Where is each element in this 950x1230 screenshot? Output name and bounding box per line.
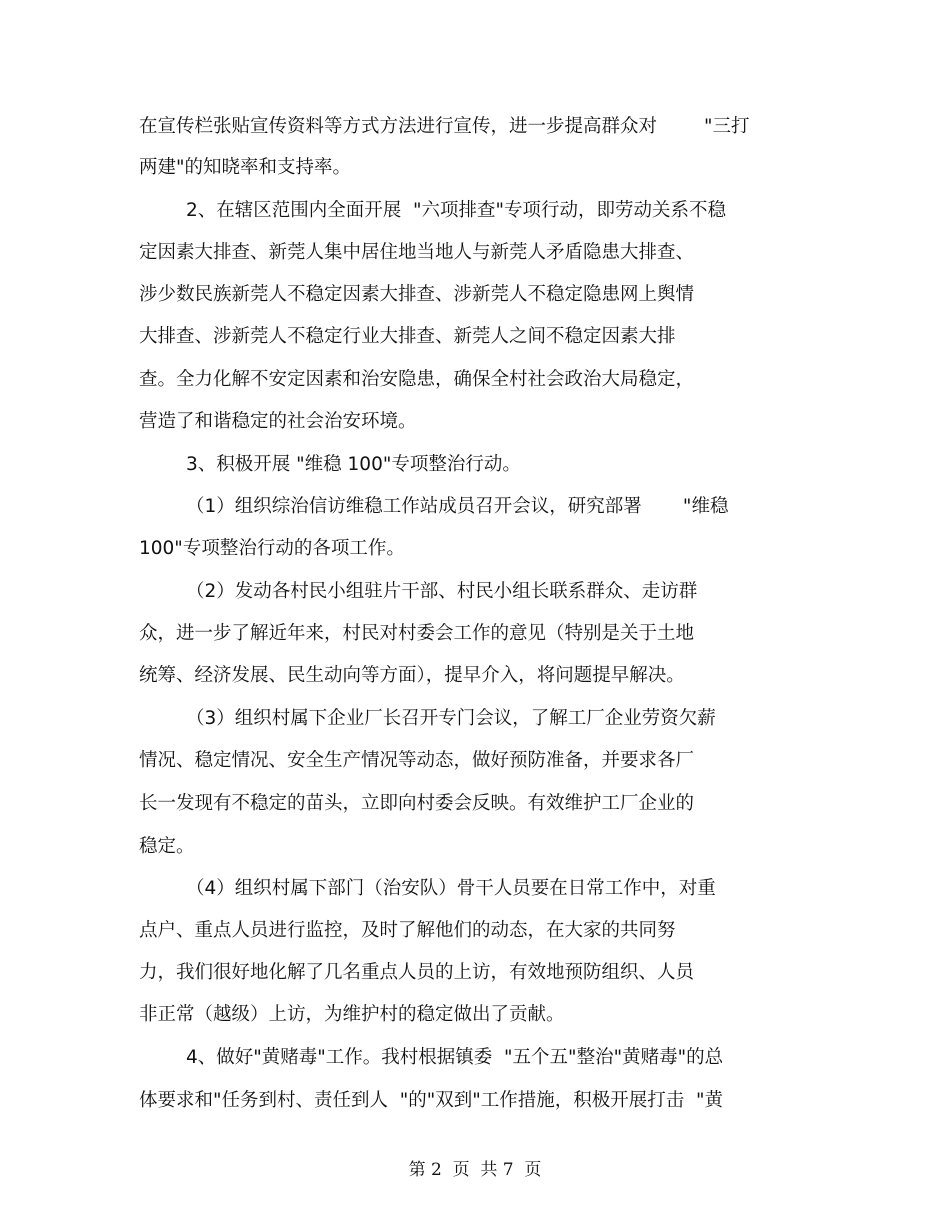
text-line: 非正常（越级）上访，为维护村的稳定做出了贡献。 — [139, 1004, 565, 1025]
text-line: 大排查、涉新莞人不稳定行业大排查、新莞人之间不稳定因素大排 — [139, 326, 676, 347]
text-line: 营造了和谐稳定的社会治安环境。 — [139, 411, 417, 432]
text-line: （1）组织综治信访维稳工作站成员召开会议，研究部署 "维稳 — [186, 496, 729, 517]
text-line: 统筹、经济发展、民生动向等方面），提早介入，将问题提早解决。 — [139, 665, 685, 686]
text-line: 两建"的知晓率和支持率。 — [139, 157, 352, 178]
text-line: 力，我们很好地化解了几名重点人员的上访，有效地预防组织、人员 — [139, 962, 695, 983]
text-line: 查。全力化解不安定因素和治安隐患，确保全村社会政治大局稳定， — [139, 369, 695, 390]
text-line: 体要求和"任务到村、责任到人 "的"双到"工作措施，积极开展打击 "黄 — [139, 1090, 724, 1111]
text-line: 3、积极开展 "维稳 100"专项整治行动。 — [186, 454, 521, 475]
text-line: （3）组织村属下企业厂长召开专门会议，了解工厂企业劳资欠薪 — [186, 708, 716, 729]
text-line: 点户、重点人员进行监控，及时了解他们的动态，在大家的共同努 — [139, 920, 676, 941]
text-line: 2、在辖区范围内全面开展 "六项排查"专项行动，即劳动关系不稳 — [186, 200, 727, 221]
text-line: 4、做好"黄赌毒"工作。我村根据镇委 "五个五"整治"黄赌毒"的总 — [186, 1047, 724, 1068]
text-line: 长一发现有不稳定的苗头，立即向村委会反映。有效维护工厂企业的 — [139, 793, 695, 814]
text-line: 100"专项整治行动的各项工作。 — [139, 538, 405, 559]
text-line: 情况、稳定情况、安全生产情况等动态，做好预防准备，并要求各厂 — [139, 750, 695, 771]
text-line: 在宣传栏张贴宣传资料等方式方法进行宣传，进一步提高群众对 "三打 — [139, 116, 750, 137]
text-line: 涉少数民族新莞人不稳定因素大排查、涉新莞人不稳定隐患网上舆情 — [139, 284, 695, 305]
text-line: 定因素大排查、新莞人集中居住地当地人与新莞人矛盾隐患大排查、 — [139, 242, 695, 263]
page-number-footer: 第 2 页 共 7 页 — [408, 1160, 542, 1180]
text-line: 稳定。 — [139, 836, 195, 857]
text-line: （4）组织村属下部门（治安队）骨干人员要在日常工作中，对重 — [186, 878, 716, 899]
text-line: （2）发动各村民小组驻片干部、村民小组长联系群众、走访群 — [186, 581, 698, 602]
text-line: 众，进一步了解近年来，村民对村委会工作的意见（特别是关于土地 — [139, 623, 695, 644]
